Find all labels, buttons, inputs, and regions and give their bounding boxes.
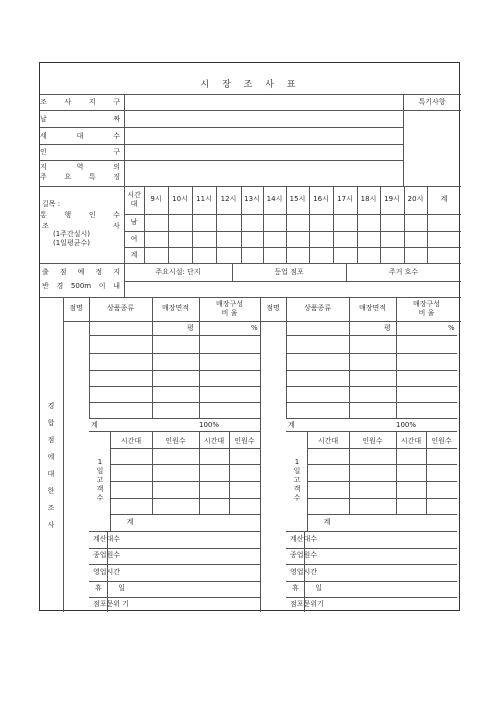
product-row-line <box>286 370 457 371</box>
total-row-line <box>89 431 260 432</box>
traffic-survey-label: 조 <box>42 222 49 230</box>
footer-2-right: 영업시간 <box>290 568 318 576</box>
header-floor-area-left: 매장면적 <box>161 304 190 312</box>
hour-20: 20시 <box>407 195 424 203</box>
customer-header-0-left: 시간대 <box>120 437 142 445</box>
section-divider <box>40 297 461 298</box>
note-line-2: (1일평균수) <box>53 239 90 247</box>
hour-10: 10시 <box>172 195 188 203</box>
customer-row-line <box>307 481 457 482</box>
unit-area-right: 평 <box>384 324 391 332</box>
header-store-name-left: 점명 <box>69 304 83 312</box>
field-households: 세 대 수 <box>40 132 120 140</box>
unit-pct-right: % <box>448 324 455 332</box>
product-row-line <box>89 335 260 336</box>
area-label-2: 반 경 500m 이 내 <box>42 282 120 290</box>
traffic-count-label: 통 행 인 수 <box>40 211 120 219</box>
area-label-1: 출 점 예 정 지 <box>42 268 120 276</box>
header-ratio-2-left: 비 율 <box>221 309 238 317</box>
info-row-line <box>40 144 403 145</box>
total-label-right: 계 <box>288 421 295 429</box>
info-row-line <box>40 160 403 161</box>
market-survey-form <box>39 62 460 611</box>
special-notes-label: 특기사항 <box>418 98 446 106</box>
col-line <box>286 297 287 418</box>
field-date: 날 짜 <box>40 115 120 123</box>
product-row-line <box>286 386 457 387</box>
footer-1-left: 종업원수 <box>93 551 121 559</box>
header-store-name-right: 점명 <box>266 304 280 312</box>
header-floor-area-right: 매장면적 <box>358 304 387 312</box>
footer-row-line <box>89 581 260 582</box>
product-row-line <box>89 370 260 371</box>
field-survey-district: 조 사 지 구 <box>40 98 120 106</box>
customer-header-0-right: 시간대 <box>317 437 339 445</box>
hour-12: 12시 <box>220 195 237 203</box>
field-population: 인 구 <box>40 148 120 156</box>
customer-header-2-left: 시간대 <box>203 437 225 445</box>
area-col-homes: 주거 호수 <box>388 268 419 276</box>
competitor-header-line <box>63 321 461 322</box>
traffic-row-0: 남 <box>130 218 138 226</box>
customer-total-left: 계 <box>126 518 134 526</box>
field-region-2: 주 요 특 징 <box>40 173 120 181</box>
footer-row-line <box>89 597 260 598</box>
traffic-basis-note <box>53 230 90 248</box>
footer-4-right: 점포문위기 <box>290 600 324 608</box>
header-ratio-2-right: 비 율 <box>418 309 435 317</box>
customer-row-line <box>307 514 457 515</box>
customer-header-2-right: 시간대 <box>400 437 422 445</box>
traffic-row-line <box>124 247 461 248</box>
notes-header-line <box>403 110 461 111</box>
hour-13: 13시 <box>244 195 260 203</box>
customer-row-line <box>110 481 260 482</box>
total-label-left: 계 <box>91 421 98 429</box>
time-header-1: 시간 <box>127 191 141 199</box>
hour-11: 11시 <box>196 195 212 203</box>
customer-total-right: 계 <box>323 518 331 526</box>
unit-pct-left: % <box>251 324 258 332</box>
info-label-divider <box>124 94 125 186</box>
hour-14: 14시 <box>266 195 283 203</box>
col-line <box>89 297 90 418</box>
customer-header-line <box>307 448 457 449</box>
product-row-line <box>286 353 457 354</box>
footer-3-left: 휴 일 <box>95 584 125 592</box>
unit-area-left: 평 <box>187 324 194 332</box>
customer-total-line <box>89 531 260 532</box>
footer-row-line <box>286 548 457 549</box>
hour-16: 16시 <box>313 195 329 203</box>
title-divider <box>40 94 461 95</box>
footer-3-right: 휴 일 <box>292 584 322 592</box>
product-row-line <box>89 402 260 403</box>
customer-header-line <box>110 448 260 449</box>
form-title: 시 장 조 사 표 <box>200 80 301 90</box>
footer-row-line <box>286 564 457 565</box>
competitor-half-divider <box>260 297 261 612</box>
hour-18: 18시 <box>360 195 377 203</box>
customer-side-label-right: 1 일 고 객 수 <box>293 458 301 502</box>
traffic-row-line <box>124 231 461 232</box>
customer-row-line <box>307 464 457 465</box>
product-row-line <box>89 386 260 387</box>
product-row-line <box>286 402 457 403</box>
header-ratio-1-left: 매장구성 <box>215 300 244 308</box>
footer-row-line <box>89 564 260 565</box>
hour-15: 15시 <box>289 195 306 203</box>
footer-row-line <box>286 597 457 598</box>
field-region-1: 지 역 의 <box>40 163 120 171</box>
customer-row-line <box>110 498 260 499</box>
notes-divider <box>403 94 404 186</box>
footer-4-left: 점포문위 기 <box>93 600 130 608</box>
customer-header-1-right: 인원수 <box>362 437 383 445</box>
col-line <box>152 297 153 418</box>
footer-row-line <box>286 581 457 582</box>
hour-9: 9시 <box>150 195 162 203</box>
traffic-route-label: 길목 : <box>42 200 61 208</box>
area-col-facilities: 주요시설: 단지 <box>155 268 201 276</box>
customer-header-3-right: 인원수 <box>431 437 452 445</box>
footer-1-right: 종업원수 <box>290 551 318 559</box>
product-row-line <box>286 418 457 419</box>
competitor-side-label: 경 합 점 에 대 한 조 사 <box>47 402 55 529</box>
note-line-1: (1주간실시) <box>53 230 90 238</box>
area-col-stores: 등업 점포 <box>274 268 304 276</box>
header-product-type-right: 상품종류 <box>303 304 332 312</box>
header-product-type-left: 상품종류 <box>106 304 135 312</box>
customer-total-line <box>286 531 457 532</box>
traffic-survey-label-2: 사 <box>113 222 120 230</box>
customer-header-3-left: 인원수 <box>234 437 255 445</box>
footer-2-left: 영업시간 <box>93 568 121 576</box>
customer-row-line <box>307 498 457 499</box>
area-row-line <box>124 281 461 282</box>
traffic-row-2: 계 <box>130 251 138 259</box>
customer-row-line <box>110 464 260 465</box>
info-row-line <box>40 127 403 128</box>
info-row-line <box>40 110 403 111</box>
total-pct-left: 100% <box>199 421 220 429</box>
traffic-header-line <box>124 214 461 215</box>
footer-row-line <box>89 548 260 549</box>
traffic-row-1: 여 <box>130 235 138 243</box>
traffic-total-header: 계 <box>440 195 448 203</box>
time-header-2: 대 <box>130 200 138 208</box>
hour-19: 19시 <box>384 195 400 203</box>
customer-header-1-left: 인원수 <box>165 437 186 445</box>
product-row-line <box>286 335 457 336</box>
footer-0-right: 계산대수 <box>290 535 318 543</box>
total-row-line <box>286 431 457 432</box>
section-divider <box>40 263 461 264</box>
hour-17: 17시 <box>337 195 353 203</box>
section-divider <box>40 186 461 187</box>
customer-row-line <box>110 514 260 515</box>
total-pct-right: 100% <box>396 421 417 429</box>
customer-side-label-left: 1 일 고 객 수 <box>96 458 104 502</box>
col-line <box>349 297 350 418</box>
product-row-line <box>89 418 260 419</box>
footer-0-left: 계산대수 <box>93 535 121 543</box>
header-ratio-1-right: 매장구성 <box>412 300 441 308</box>
competitor-label-divider <box>63 297 64 612</box>
product-row-line <box>89 353 260 354</box>
